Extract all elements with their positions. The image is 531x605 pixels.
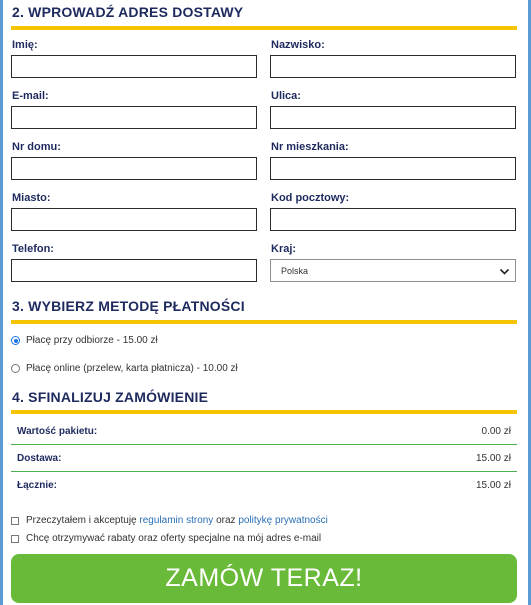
email-label: E-mail: — [12, 90, 49, 102]
summary-package-value: 0.00 zł — [481, 425, 511, 437]
order-now-button[interactable]: ZAMÓW TERAZ! — [11, 554, 517, 603]
city-input[interactable] — [11, 208, 257, 231]
payment-option-cod-label: Płacę przy odbiorze - 15.00 zł — [26, 335, 158, 346]
phone-label: Telefon: — [12, 243, 54, 255]
summary-package-label: Wartość pakietu: — [17, 425, 98, 437]
email-input[interactable] — [11, 106, 257, 129]
country-select[interactable] — [270, 259, 516, 282]
address-section-divider — [11, 26, 517, 30]
terms-consent — [11, 515, 328, 526]
terms-checkbox[interactable] — [11, 517, 19, 525]
payment-option-online-label: Płacę online (przelew, karta płatnicza) - 10.00 zł — [26, 363, 238, 374]
terms-middle: oraz — [216, 515, 236, 526]
house-number-input[interactable] — [11, 157, 257, 180]
first-name-input[interactable] — [11, 55, 257, 78]
finalize-section-title: 4. SFINALIZUJ ZAMÓWIENIE — [12, 389, 209, 405]
payment-option-cod-radio[interactable] — [11, 336, 20, 345]
summary-delivery-value: 15.00 zł — [475, 452, 511, 464]
street-input[interactable] — [270, 106, 516, 129]
summary-row-package — [11, 418, 517, 445]
phone-input[interactable] — [11, 259, 257, 282]
country-select-value: Polska — [281, 265, 309, 276]
summary-delivery-label: Dostawa: — [17, 452, 62, 464]
summary-row-total — [11, 472, 517, 499]
payment-section-divider — [11, 320, 517, 324]
chevron-down-icon — [499, 266, 510, 277]
payment-option-online-radio[interactable] — [11, 364, 20, 373]
privacy-policy-link[interactable]: politykę prywatności — [238, 515, 328, 526]
finalize-section-divider — [11, 410, 517, 414]
summary-row-delivery — [11, 445, 517, 472]
payment-section-title: 3. WYBIERZ METODĘ PŁATNOŚCI — [12, 298, 245, 314]
newsletter-checkbox[interactable] — [11, 535, 19, 543]
house-number-label: Nr domu: — [12, 141, 61, 153]
address-section-title: 2. WPROWADŹ ADRES DOSTAWY — [12, 4, 244, 20]
payment-option-online[interactable] — [11, 363, 238, 374]
summary-total-value: 15.00 zł — [475, 480, 511, 491]
terms-prefix: Przeczytałem i akceptuję — [26, 515, 137, 526]
street-label: Ulica: — [271, 90, 301, 102]
last-name-label: Nazwisko: — [271, 39, 325, 51]
page-frame-left — [0, 0, 3, 605]
postal-code-input[interactable] — [270, 208, 516, 231]
order-summary — [11, 418, 517, 499]
last-name-input[interactable] — [270, 55, 516, 78]
apartment-number-input[interactable] — [270, 157, 516, 180]
city-label: Miasto: — [12, 192, 51, 204]
first-name-label: Imię: — [12, 39, 38, 51]
summary-total-label: Łącznie: — [17, 480, 58, 491]
payment-option-cod[interactable] — [11, 335, 158, 346]
newsletter-consent — [11, 533, 321, 544]
terms-link[interactable]: regulamin strony — [139, 515, 214, 526]
newsletter-label: Chcę otrzymywać rabaty oraz oferty specjalne na mój adres e-mail — [26, 533, 322, 544]
apartment-number-label: Nr mieszkania: — [271, 141, 349, 153]
postal-code-label: Kod pocztowy: — [271, 192, 350, 204]
country-label: Kraj: — [271, 243, 297, 255]
